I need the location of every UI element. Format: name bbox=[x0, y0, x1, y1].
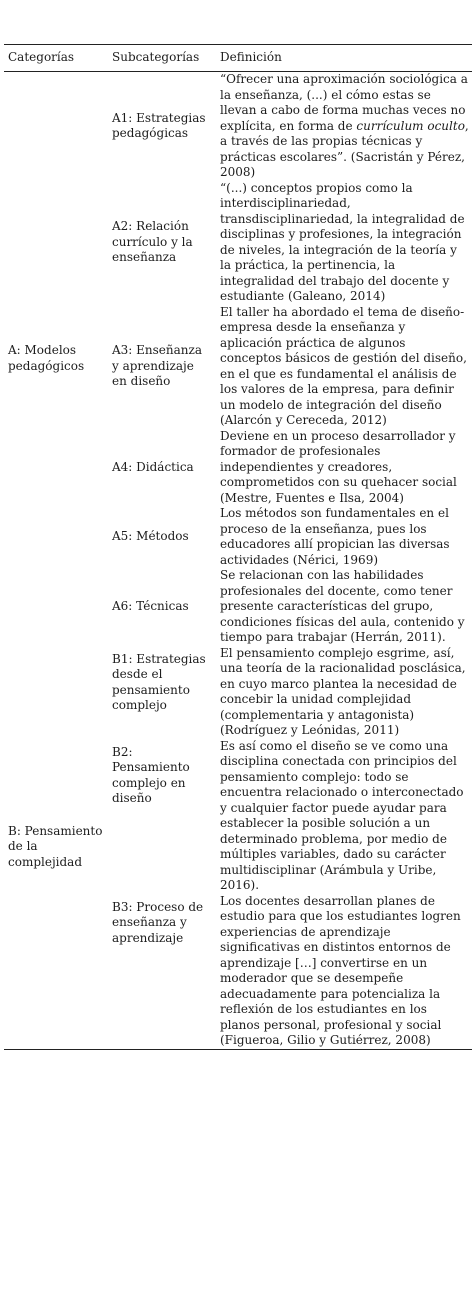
definition-cell: Los métodos son fundamentales en el proceso de la enseñanza, pues los educadores allí propician las diversas actividades (Nérici, 1969) bbox=[220, 506, 450, 567]
table-row bbox=[4, 72, 472, 181]
subcategory-cell: A3: Enseñanza y aprendizaje en diseño bbox=[112, 343, 202, 389]
header-categorias: Categorías bbox=[8, 50, 75, 65]
subcategory-cell: B2: Pensamiento complejo en diseño bbox=[112, 744, 190, 805]
definition-cell: El taller ha abordado el tema de diseño-empresa desde la enseñanza y aplicación práctica de algunos conceptos básicos de gestión del diseño, en el que es fundamental el análisis de los valores de la empresa, para definir un modelo de integración del diseño (Alarcón y Cereceda, 2012) bbox=[220, 304, 467, 427]
definition-text: “Ofrecer una aproximación sociológica a la enseñanza, (...) el cómo estas se llevan a cabo de forma muchas veces no explícita, en forma de currículum oculto, a través de las propias técnicas y prácticas escolares”. (Sacristán y Pérez, 2008) bbox=[220, 72, 469, 179]
document bbox=[4, 44, 472, 1050]
header-subcategorias: Subcategorías bbox=[112, 50, 200, 65]
header-row bbox=[4, 45, 472, 72]
definition-cell: Es así como el diseño se ve como una disciplina conectada con principios del pensamiento complejo: todo se encuentra relacionado o interconectado y cualquier factor puede ayudar para establecer la posible solución a un determinado problema, por medio de múltiples variables, dado su carácter multidisciplinar (Arámbula y Uribe, 2016). bbox=[220, 738, 464, 892]
table-body bbox=[4, 72, 472, 1050]
header-definicion: Definición bbox=[220, 50, 282, 65]
subcategory-cell: B1: Estrategias desde el pensamiento complejo bbox=[112, 651, 206, 712]
category-cell-b: B: Pensamiento de la complejidad bbox=[8, 823, 103, 869]
subcategory-cell: A1: Estrategias pedagógicas bbox=[112, 110, 206, 141]
subcategory-cell: A5: Métodos bbox=[112, 529, 189, 544]
definition-cell: El pensamiento complejo esgrime, así, una teoría de la racionalidad posclásica, en cuyo marco plantea la necesidad de concebir la unidad complejidad (complementaria y antagonista) (Rodríguez y Leónidas, 2011) bbox=[220, 645, 466, 737]
definition-cell: Se relacionan con las habilidades profesionales del docente, como tener presente características del grupo, condiciones físicas del aula, contenido y tiempo para trabajar (Herrán, 2011). bbox=[220, 568, 465, 644]
categories-table bbox=[4, 44, 472, 1050]
subcategory-cell: A6: Técnicas bbox=[112, 599, 189, 613]
definition-cell: Los docentes desarrollan planes de estudio para que los estudiantes logren experiencias de aprendizaje significativas en distintos entornos de aprendizaje […] convertirse en un moderador que se desempeñe adecuadamente para potencializa la reflexión de los estudiantes en los planos personal, profesional y social (Figueroa, Gilio y Gutiérrez, 2008) bbox=[220, 893, 461, 1047]
subcategory-cell: A4: Didáctica bbox=[112, 459, 194, 474]
subcategory-cell: A2: Relación currículo y la enseñanza bbox=[112, 219, 193, 265]
category-cell-a: A: Modelos pedagógicos bbox=[8, 343, 85, 373]
definition-cell: Deviene en un proceso desarrollador y formador de profesionales independientes y creadores, comprometidos con su quehacer social (Mestre, Fuentes e Ilsa, 2004) bbox=[220, 428, 457, 505]
definition-cell: “(...) conceptos propios como la interdisciplinariedad, transdisciplinariedad, la integralidad de disciplinas y profesiones, la integración de niveles, la integración de la teoría y la práctica, la pertinencia, la integralidad del trabajo del docente y estudiante (Galeano, 2014) bbox=[220, 180, 465, 303]
subcategory-cell: B3: Proceso de enseñanza y aprendizaje bbox=[112, 899, 204, 945]
definition-cell bbox=[216, 72, 472, 181]
table-header bbox=[4, 45, 472, 72]
table-row bbox=[4, 646, 472, 739]
